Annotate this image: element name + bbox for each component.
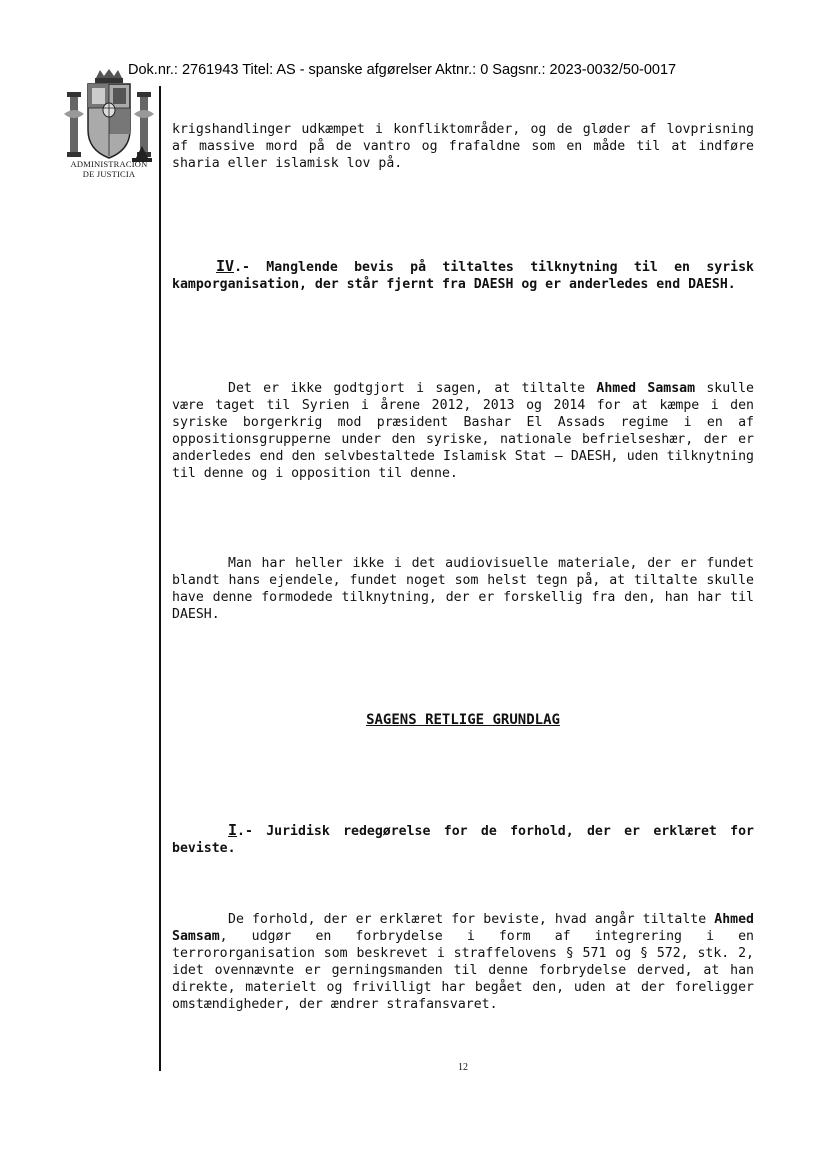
legal-basis-heading: SAGENS RETLIGE GRUNDLAG [366, 712, 560, 728]
paragraph-text: De forhold, der er erklæret for beviste, hvad angår tiltalte [228, 912, 715, 927]
document-header: Dok.nr.: 2761943 Titel: AS - spanske afgørelser Aktnr.: 0 Sagsnr.: 2023-0032/50-0017 [128, 62, 677, 78]
section-i-number: I [228, 821, 238, 839]
defendant-name: Ahmed Samsam [172, 912, 754, 944]
paragraph-text: krigshandlinger udkæmpet i konfliktområder, og de gløder af lovprisning af massive mord på de vantro og frafaldne som en måde til at indføre sharia eller islamisk lov på. [172, 122, 754, 171]
section-iv-heading [172, 258, 754, 293]
page-number: 12 [458, 1062, 468, 1073]
paragraph-text: Det er ikke godtgjort i sagen, at tiltalte [228, 381, 597, 396]
margin-rule [159, 86, 161, 1071]
paragraph-audiovisual [172, 555, 754, 623]
paragraph-text: , udgør en forbrydelse i form af integrering i en terrororganisation som beskrevet i straffelovens § 571 og § 572, stk. 2, idet ovennævnte er gerningsmanden til denne forbrydelse derved, at han direkte, materielt og frivilligt har begået den, uden at der foreligger omstændigheder, der ændrer strafansvaret. [172, 929, 754, 1012]
paragraph-text: skulle være taget til Syrien i årene 2012, 2013 og 2014 for at kæmpe i den syriske borgerkrig mod præsident Bashar El Assads regime i en af oppositionsgrupperne under den syriske, nationale befrielseshær, der er anderledes end den selvbestaltede Islamisk Stat – DAESH, uden tilknytning til denne og i opposition til denne. [172, 381, 754, 481]
defendant-name: Ahmed Samsam [596, 381, 696, 396]
logo-caption-line1: ADMINISTRACION [70, 159, 148, 169]
paragraph-not-proven [172, 380, 754, 482]
section-i-heading [172, 822, 754, 857]
paragraph-continuation [172, 121, 754, 172]
paragraph-text: Man har heller ikke i det audiovisuelle materiale, der er fundet blandt hans ejendele, fundet noget som helst tegn på, at tiltalte skulle have denne formodede tilknytning, der er forskellig fra den, han har til DAESH. [172, 556, 754, 622]
section-iv-number: IV [216, 257, 235, 275]
paragraph-legal-assessment [172, 911, 754, 1013]
logo-caption-line2: DE JUSTICIA [82, 169, 136, 179]
section-iv-title: .- Manglende bevis på tiltaltes tilknytning til en syrisk kamporganisation, der står fjernt fra DAESH og er anderledes end DAESH. [172, 260, 754, 292]
section-i-title: .- Juridisk redegørelse for de forhold, der er erklæret for beviste. [172, 824, 754, 856]
logo-caption [60, 159, 158, 179]
